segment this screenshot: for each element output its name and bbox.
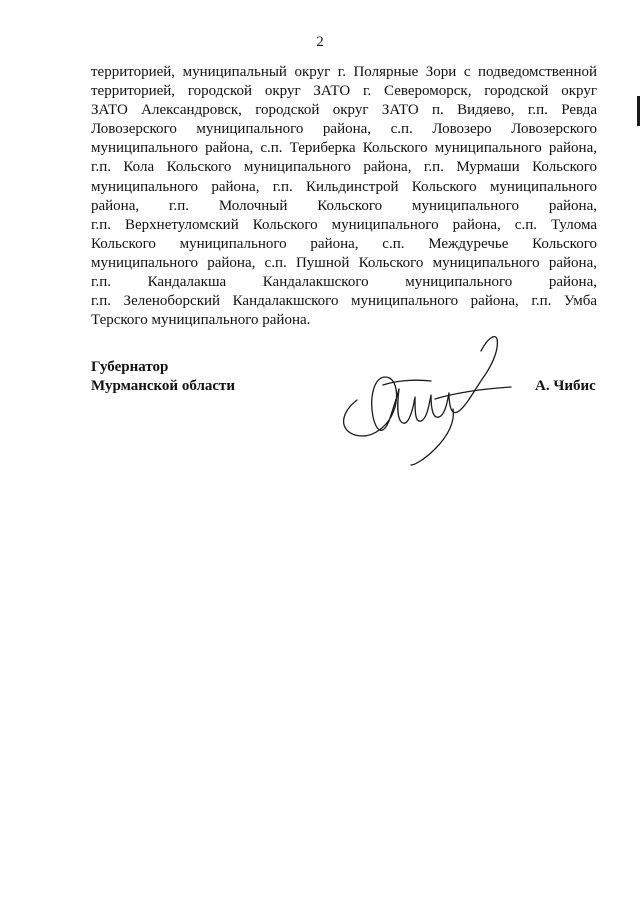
text-line: Кольского муниципального района, с.п. Междуречье Кольского bbox=[91, 235, 597, 252]
text-line: г.п. Кола Кольского муниципального района, г.п. Мурмаши Кольского bbox=[91, 159, 597, 176]
text-line: г.п. Зеленоборский Кандалакшского муниципального района, г.п. Умба bbox=[91, 293, 597, 310]
body-paragraph bbox=[91, 63, 597, 330]
text-line: Терского муниципального района. bbox=[91, 312, 311, 329]
text-line: района, г.п. Молочный Кольского муниципального района, bbox=[91, 197, 597, 214]
signer-name: А. Чибис bbox=[535, 378, 596, 394]
text-line: ЗАТО Александровск, городской округ ЗАТО п. Видяево, г.п. Ревда bbox=[91, 102, 597, 119]
text-line: г.п. Кандалакша Кандалакшского муниципального района, bbox=[91, 274, 597, 291]
signer-position bbox=[91, 358, 235, 395]
text-line: территорией, муниципальный округ г. Полярные Зори с подведомственной bbox=[91, 64, 597, 80]
text-line: муниципального района, с.п. Териберка Кольского муниципального района, bbox=[91, 140, 597, 157]
signer-position-title: Губернатор bbox=[91, 359, 169, 375]
text-line: муниципального района, с.п. Пушной Кольского муниципального района, bbox=[91, 254, 597, 271]
handwritten-signature bbox=[335, 325, 520, 470]
text-line: Ловозерского муниципального района, с.п. Ловозеро Ловозерского bbox=[91, 121, 597, 138]
text-line: муниципального района, г.п. Кильдинстрой Кольского муниципального bbox=[91, 178, 597, 195]
text-line: г.п. Верхнетуломский Кольского муниципального района, с.п. Тулома bbox=[91, 216, 597, 233]
signer-position-region: Мурманской области bbox=[91, 377, 236, 394]
text-line: территорией, городской округ ЗАТО г. Североморск, городской округ bbox=[91, 83, 597, 100]
page-number: 2 bbox=[316, 34, 324, 50]
